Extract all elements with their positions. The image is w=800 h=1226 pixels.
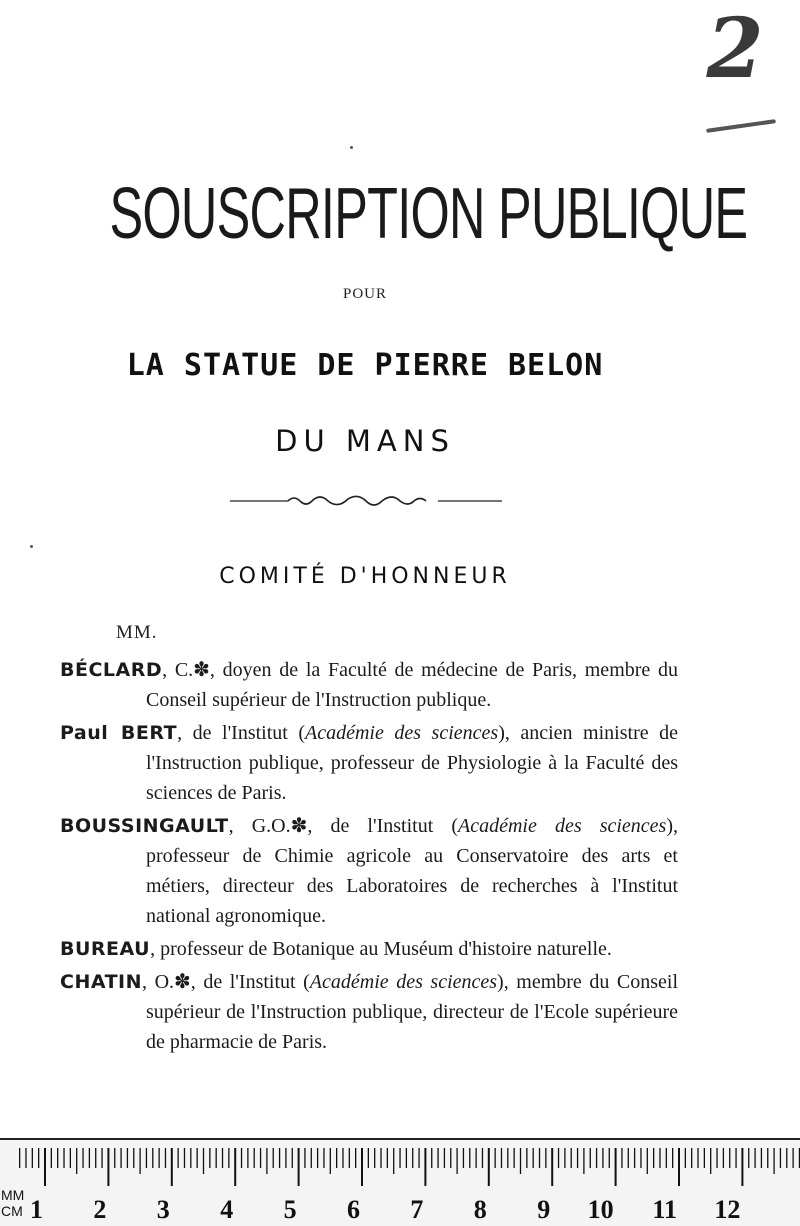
ruler-cm-label: 6 <box>347 1195 360 1224</box>
ruler-cm-label: 4 <box>220 1195 234 1224</box>
ruler-cm-label: 12 <box>714 1195 741 1224</box>
member-entry-bert <box>60 718 678 808</box>
pour-label: POUR <box>342 286 387 302</box>
ruler-cm-label: 3 <box>156 1195 170 1224</box>
member-name: Paul BERT <box>60 722 178 744</box>
committee-heading: COMITÉ D'HONNEUR <box>219 564 511 589</box>
ruler-cm-label: 1 <box>30 1195 43 1224</box>
salutation-mm: MM. <box>116 622 158 643</box>
location-title: DU MANS <box>275 424 455 458</box>
ruler-cm-label: 5 <box>283 1195 297 1224</box>
main-title: SOUSCRIPTION PUBLIQUE <box>109 174 748 254</box>
member-name: BUREAU <box>60 938 151 960</box>
ornamental-divider <box>228 488 504 514</box>
ruler-cm-label: 10 <box>587 1195 614 1224</box>
member-list <box>60 655 678 1057</box>
ruler-scale <box>0 1140 800 1226</box>
ruler-cm-label: 8 <box>473 1195 487 1224</box>
member-description: , C.✽, doyen de la Faculté de médecine de Paris, membre du Conseil supérieur de l'Instruction publique. <box>146 659 678 711</box>
ruler-cm-label: 11 <box>652 1195 677 1224</box>
member-entry-boussingault <box>60 811 678 931</box>
member-name: CHATIN <box>60 971 143 993</box>
paper-speck <box>30 545 33 548</box>
paper-speck <box>350 146 353 149</box>
statue-title: LA STATUE DE PIERRE BELON <box>126 348 604 383</box>
ruler-unit-mm: MM <box>1 1187 25 1203</box>
measurement-ruler <box>0 1138 800 1226</box>
member-entry-chatin <box>60 967 678 1057</box>
member-entry-beclard <box>60 655 678 715</box>
member-entry-bureau <box>60 934 678 964</box>
ruler-cm-label: 9 <box>537 1195 551 1224</box>
member-name: BÉCLARD <box>60 659 163 681</box>
ruler-cm-label: 7 <box>410 1195 424 1224</box>
member-description: , de l'Institut (Académie des sciences), ancien ministre de l'Instruction publique, professeur de Physiologie à la Faculté des sciences de Paris. <box>146 722 678 804</box>
ruler-unit-cm: CM <box>1 1203 23 1219</box>
member-description: , professeur de Botanique au Muséum d'histoire naturelle. <box>150 938 612 960</box>
member-description: , O.✽, de l'Institut (Académie des sciences), membre du Conseil supérieur de l'Instruction publique, directeur de l'Ecole supérieure de pharmacie de Paris. <box>142 971 678 1053</box>
handwritten-page-number: 2 <box>706 1 764 97</box>
member-name: BOUSSINGAULT <box>60 815 229 837</box>
ruler-cm-label: 2 <box>93 1195 107 1224</box>
member-description: , G.O.✽, de l'Institut (Académie des sciences), professeur de Chimie agricole au Conservatoire des arts et métiers, directeur des Laboratoires de recherches à l'Institut national agronomique. <box>146 815 679 927</box>
handwritten-underline <box>706 119 776 133</box>
